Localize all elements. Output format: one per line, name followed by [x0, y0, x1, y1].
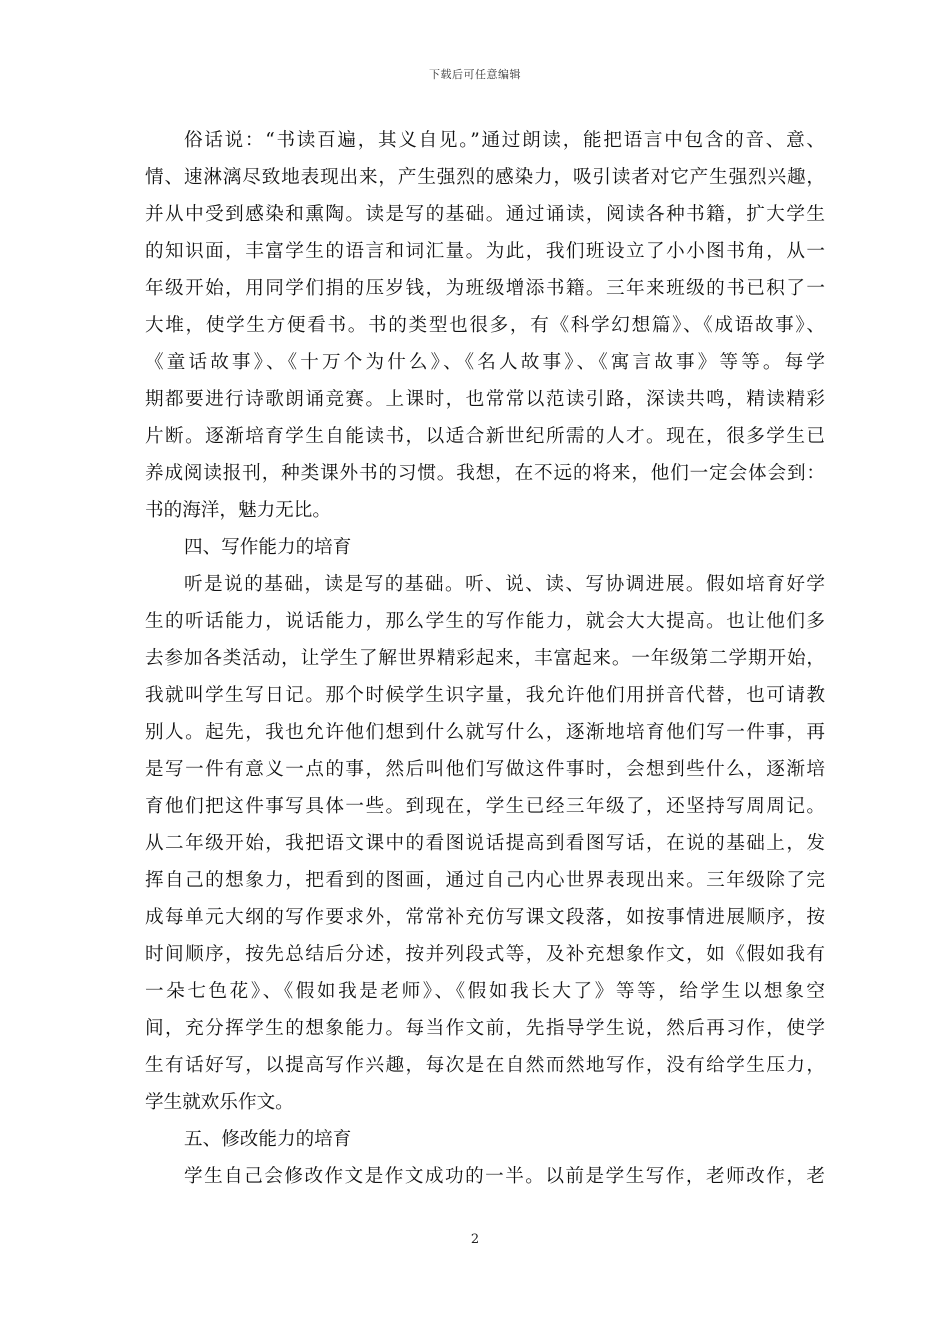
- text-line: 生的听话能力，说话能力，那么学生的写作能力，就会大大提高。也让他们多: [145, 611, 825, 632]
- text-line: 养成阅读报刊，种类课外书的习惯。我想，在不远的将来，他们一定会体会到：: [145, 463, 825, 484]
- page-number: 2: [470, 1232, 480, 1247]
- text-line: 期都要进行诗歌朗诵竞赛。上课时，也常常以范读引路，深读共鸣，精读精彩: [145, 389, 825, 410]
- text-line: 我就叫学生写日记。那个时候学生识字量，我允许他们用拼音代替，也可请教: [145, 685, 825, 706]
- text-line: 情、速淋漓尽致地表现出来，产生强烈的感染力，吸引读者对它产生强烈兴趣，: [145, 167, 825, 188]
- text-line: 学生自己会修改作文是作文成功的一半。以前是学生写作，老师改作，老: [184, 1166, 825, 1187]
- text-line: 大堆，使学生方便看书。书的类型也很多，有《科学幻想篇》、《成语故事》、: [145, 315, 825, 336]
- text-line: 时间顺序，按先总结后分述，按并列段式等，及补充想象作文，如《假如我有: [145, 944, 825, 965]
- text-line: 是写一件有意义一点的事，然后叫他们写做这件事时，会想到些什么，逐渐培: [145, 759, 825, 780]
- text-line: 《童话故事》、《十万个为什么》、《名人故事》、《寓言故事》等等。每学: [145, 352, 825, 373]
- text-line: 听是说的基础，读是写的基础。听、说、读、写协调进展。假如培育好学: [184, 574, 825, 595]
- text-line: 别人。起先，我也允许他们想到什么就写什么，逐渐地培育他们写一件事，再: [145, 722, 825, 743]
- text-line: 并从中受到感染和熏陶。读是写的基础。通过诵读，阅读各种书籍，扩大学生: [145, 204, 825, 225]
- text-line: 年级开始，用同学们捐的压岁钱，为班级增添书籍。三年来班级的书已积了一: [145, 278, 825, 299]
- text-line: 挥自己的想象力，把看到的图画，通过自己内心世界表现出来。三年级除了完: [145, 870, 825, 891]
- text-line: 成每单元大纲的写作要求外，常常补充仿写课文段落，如按事情进展顺序，按: [145, 907, 825, 928]
- paragraph-reading: [145, 122, 825, 529]
- text-line: 去参加各类活动，让学生了解世界精彩起来，丰富起来。一年级第二学期开始，: [145, 648, 825, 669]
- document-body: [145, 122, 825, 1195]
- text-line: 一朵七色花》、《假如我是老师》、《假如我长大了》等等，给学生以想象空: [145, 981, 825, 1002]
- text-line: 片断。逐渐培育学生自能读书，以适合新世纪所需的人才。现在，很多学生已: [145, 426, 825, 447]
- text-line: 的知识面，丰富学生的语言和词汇量。为此，我们班设立了小小图书角，从一: [145, 241, 825, 262]
- paragraph-revision: [145, 1158, 825, 1195]
- section-heading: 五、修改能力的培育: [184, 1129, 352, 1150]
- text-line: 从二年级开始，我把语文课中的看图说话提高到看图写话，在说的基础上，发: [145, 833, 825, 854]
- text-line: 学生就欢乐作文。: [145, 1092, 294, 1113]
- paragraph-writing: [145, 566, 825, 1121]
- section-heading: 四、写作能力的培育: [184, 537, 352, 558]
- page-header: 下载后可任意编辑: [429, 68, 521, 81]
- section-heading-writing: [145, 529, 825, 566]
- text-line: 间，充分挥学生的想象能力。每当作文前，先指导学生说，然后再习作，使学: [145, 1018, 825, 1039]
- section-heading-revision: [145, 1121, 825, 1158]
- text-line: 书的海洋，魅力无比。: [145, 500, 331, 521]
- text-line: 生有话好写，以提高写作兴趣，每次是在自然而然地写作，没有给学生压力，: [145, 1055, 825, 1076]
- text-line: 俗话说：“书读百遍，其义自见。”通过朗读，能把语言中包含的音、意、: [184, 130, 825, 151]
- text-line: 育他们把这件事写具体一些。到现在，学生已经三年级了，还坚持写周周记。: [145, 796, 825, 817]
